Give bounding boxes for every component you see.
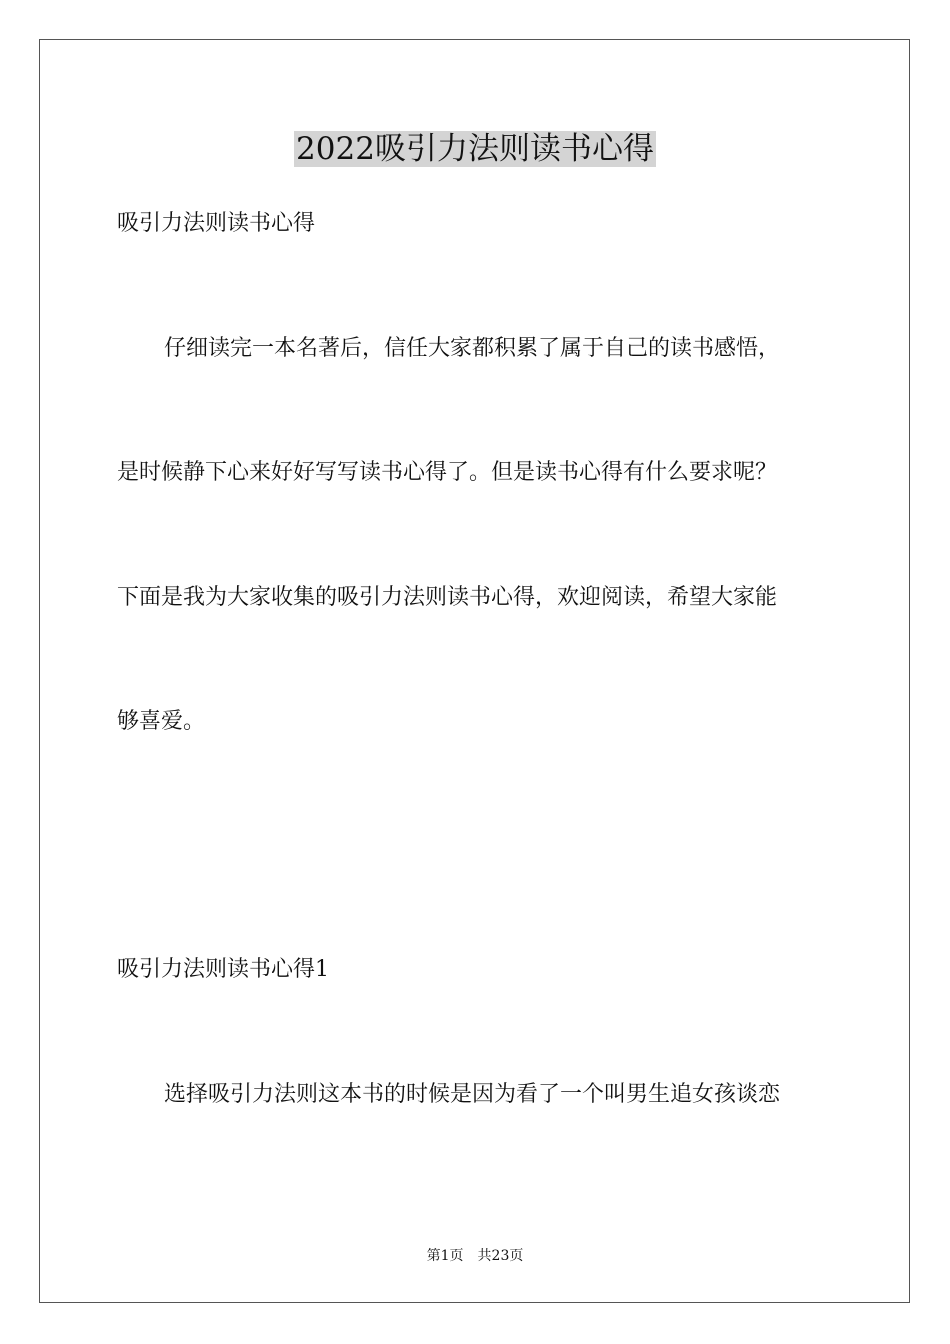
paragraph-line: 够喜爱。 — [117, 709, 206, 734]
document-title-text: 2022吸引力法则读书心得 — [296, 131, 654, 167]
document-title — [0, 126, 950, 172]
page-total: 共23页 — [477, 1248, 524, 1264]
paragraph-line: 选择吸引力法则这本书的时候是因为看了一个叫男生追女孩谈恋 — [164, 1082, 781, 1107]
paragraph-line: 下面是我为大家收集的吸引力法则读书心得，欢迎阅读，希望大家能 — [117, 585, 778, 610]
paragraph-line: 是时候静下心来好好写写读书心得了。但是读书心得有什么要求呢？ — [117, 460, 778, 485]
page-footer — [0, 1246, 950, 1266]
subtitle-line: 吸引力法则读书心得 — [117, 211, 316, 236]
section-heading: 吸引力法则读书心得1 — [117, 957, 329, 982]
paragraph-line: 仔细读完一本名著后，信任大家都积累了属于自己的读书感悟， — [164, 336, 781, 361]
page-number: 第1页 — [426, 1248, 464, 1264]
